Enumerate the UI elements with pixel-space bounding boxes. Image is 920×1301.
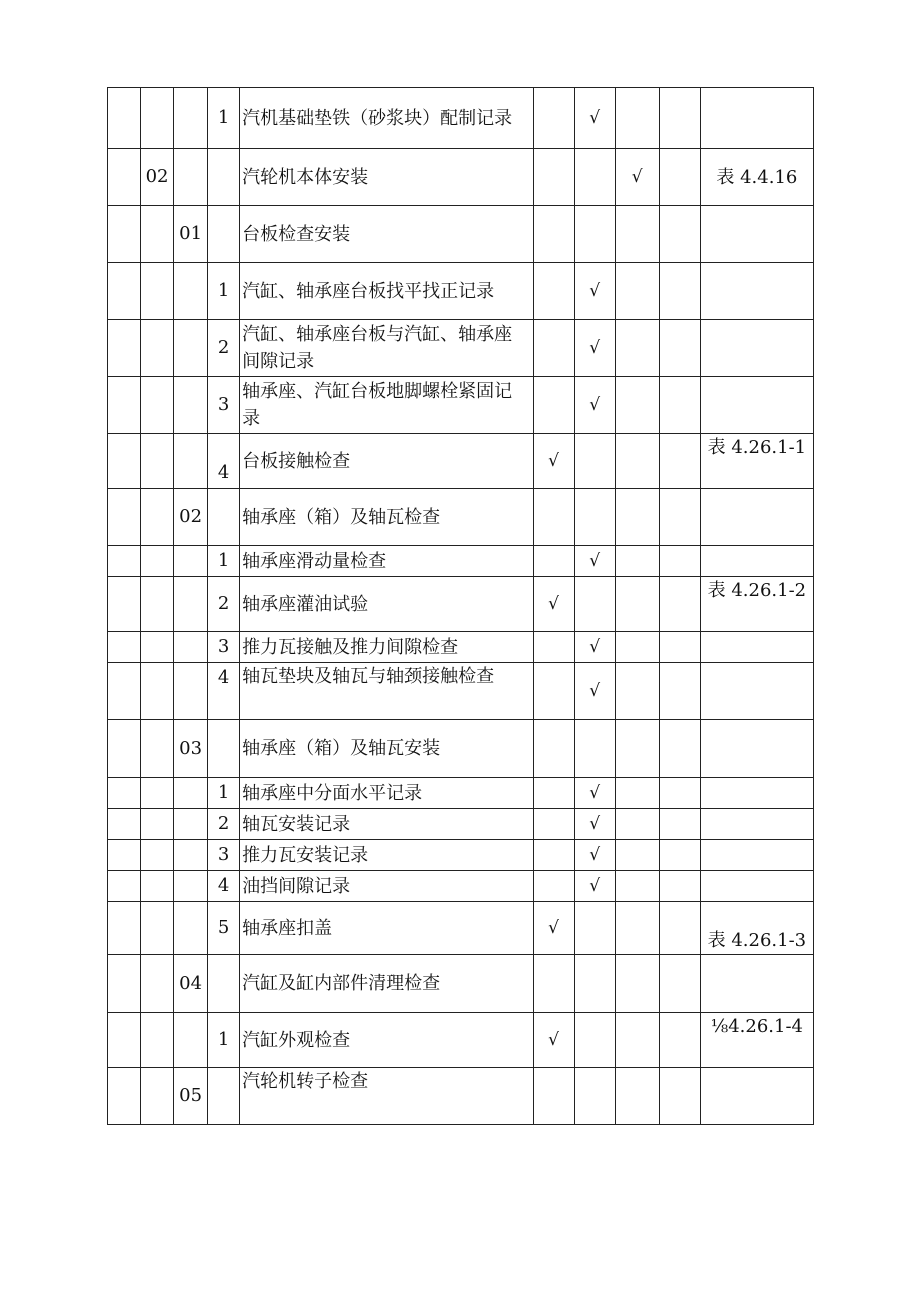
table-row: [108, 149, 814, 206]
form-reference: 表 4.4.16: [700, 149, 813, 206]
form-reference: [700, 871, 813, 902]
table-row: [108, 1068, 814, 1125]
level1-code: [108, 1013, 141, 1068]
item-number: 1: [208, 88, 240, 149]
item-number: 2: [208, 809, 240, 840]
item-number: [208, 149, 240, 206]
item-number: 2: [208, 577, 240, 632]
subunit-code: [174, 577, 208, 632]
check-col-1: √: [533, 902, 574, 955]
check-col-1: [533, 88, 574, 149]
item-number: [208, 955, 240, 1013]
check-col-3: [615, 778, 659, 809]
item-number: [208, 1068, 240, 1125]
check-col-3: [615, 434, 659, 489]
check-col-4: [659, 320, 700, 377]
check-col-1: [533, 809, 574, 840]
check-col-1: √: [533, 434, 574, 489]
inspection-table: [107, 87, 814, 1125]
unit-code: [141, 632, 174, 663]
unit-code: [141, 206, 174, 263]
check-col-4: [659, 778, 700, 809]
check-col-2: [574, 206, 615, 263]
item-number: [208, 206, 240, 263]
check-col-2: √: [574, 377, 615, 434]
check-col-1: [533, 1068, 574, 1125]
check-col-3: [615, 902, 659, 955]
check-col-3: [615, 489, 659, 546]
unit-code: [141, 955, 174, 1013]
item-name: 汽缸外观检查: [240, 1013, 533, 1068]
unit-code: [141, 720, 174, 778]
subunit-code: [174, 263, 208, 320]
table-row: [108, 263, 814, 320]
check-col-1: √: [533, 1013, 574, 1068]
check-col-2: [574, 149, 615, 206]
check-col-2: [574, 489, 615, 546]
check-col-3: [615, 206, 659, 263]
item-name: 汽缸、轴承座台板与汽缸、轴承座间隙记录: [240, 320, 533, 377]
level1-code: [108, 840, 141, 871]
check-col-3: [615, 663, 659, 720]
check-col-2: √: [574, 263, 615, 320]
unit-code: [141, 263, 174, 320]
check-col-3: [615, 840, 659, 871]
check-col-4: [659, 263, 700, 320]
unit-code: [141, 778, 174, 809]
item-name: 轴承座灌油试验: [240, 577, 533, 632]
check-col-1: √: [533, 577, 574, 632]
level1-code: [108, 263, 141, 320]
form-reference: [700, 206, 813, 263]
subunit-code: [174, 840, 208, 871]
table-row: [108, 778, 814, 809]
check-col-2: √: [574, 840, 615, 871]
check-col-1: [533, 955, 574, 1013]
check-col-3: [615, 320, 659, 377]
check-col-4: [659, 720, 700, 778]
item-name: 油挡间隙记录: [240, 871, 533, 902]
table-row: [108, 720, 814, 778]
check-col-4: [659, 1013, 700, 1068]
check-col-2: √: [574, 663, 615, 720]
item-name: 轴承座滑动量检查: [240, 546, 533, 577]
check-col-2: [574, 434, 615, 489]
check-col-3: [615, 88, 659, 149]
item-name: 汽轮机本体安装: [240, 149, 533, 206]
table-row: [108, 955, 814, 1013]
subunit-code: [174, 546, 208, 577]
item-name: 轴瓦垫块及轴瓦与轴颈接触检查: [240, 663, 533, 720]
level1-code: [108, 149, 141, 206]
check-col-4: [659, 955, 700, 1013]
subunit-code: 01: [174, 206, 208, 263]
check-col-4: [659, 577, 700, 632]
table-row: [108, 577, 814, 632]
check-col-2: √: [574, 809, 615, 840]
item-name: 台板接触检查: [240, 434, 533, 489]
check-col-1: [533, 546, 574, 577]
item-number: 3: [208, 840, 240, 871]
item-number: 3: [208, 377, 240, 434]
check-col-3: [615, 720, 659, 778]
unit-code: [141, 840, 174, 871]
subunit-code: [174, 1013, 208, 1068]
unit-code: [141, 546, 174, 577]
level1-code: [108, 778, 141, 809]
subunit-code: [174, 149, 208, 206]
form-reference: 表 4.26.1-3: [700, 902, 813, 955]
check-col-2: [574, 577, 615, 632]
form-reference: [700, 632, 813, 663]
subunit-code: [174, 809, 208, 840]
level1-code: [108, 871, 141, 902]
item-number: 1: [208, 263, 240, 320]
check-col-4: [659, 206, 700, 263]
subunit-code: [174, 902, 208, 955]
unit-code: [141, 1013, 174, 1068]
check-col-2: [574, 1068, 615, 1125]
level1-code: [108, 377, 141, 434]
level1-code: [108, 902, 141, 955]
form-reference: [700, 546, 813, 577]
subunit-code: 05: [174, 1068, 208, 1125]
check-col-1: [533, 778, 574, 809]
check-col-3: [615, 1013, 659, 1068]
item-number: 1: [208, 546, 240, 577]
check-col-4: [659, 840, 700, 871]
check-col-1: [533, 149, 574, 206]
level1-code: [108, 88, 141, 149]
item-name: 汽缸及缸内部件清理检查: [240, 955, 533, 1013]
table-row: [108, 320, 814, 377]
subunit-code: 04: [174, 955, 208, 1013]
level1-code: [108, 809, 141, 840]
item-number: [208, 489, 240, 546]
check-col-1: [533, 632, 574, 663]
check-col-4: [659, 1068, 700, 1125]
item-name: 汽轮机转子检查: [240, 1068, 533, 1125]
table-row: [108, 840, 814, 871]
check-col-3: [615, 263, 659, 320]
form-reference: [700, 263, 813, 320]
subunit-code: [174, 434, 208, 489]
item-number: 4: [208, 663, 240, 720]
subunit-code: [174, 778, 208, 809]
subunit-code: 03: [174, 720, 208, 778]
subunit-code: [174, 88, 208, 149]
unit-code: [141, 88, 174, 149]
item-name: 轴承座（箱）及轴瓦检查: [240, 489, 533, 546]
check-col-3: [615, 809, 659, 840]
level1-code: [108, 434, 141, 489]
check-col-4: [659, 434, 700, 489]
check-col-1: [533, 663, 574, 720]
table-row: [108, 88, 814, 149]
level1-code: [108, 320, 141, 377]
form-reference: [700, 377, 813, 434]
item-number: 3: [208, 632, 240, 663]
item-number: 5: [208, 902, 240, 955]
item-number: [208, 720, 240, 778]
unit-code: 02: [141, 149, 174, 206]
item-number: 4: [208, 434, 240, 489]
form-reference: [700, 88, 813, 149]
check-col-2: √: [574, 88, 615, 149]
unit-code: [141, 663, 174, 720]
check-col-2: √: [574, 632, 615, 663]
check-col-2: [574, 902, 615, 955]
item-name: 汽机基础垫铁（砂浆块）配制记录: [240, 88, 533, 149]
check-col-3: [615, 871, 659, 902]
check-col-3: [615, 632, 659, 663]
check-col-4: [659, 632, 700, 663]
table-row: [108, 377, 814, 434]
item-name: 轴承座中分面水平记录: [240, 778, 533, 809]
level1-code: [108, 1068, 141, 1125]
unit-code: [141, 320, 174, 377]
check-col-4: [659, 663, 700, 720]
item-number: 2: [208, 320, 240, 377]
item-name: 轴瓦安装记录: [240, 809, 533, 840]
check-col-2: √: [574, 871, 615, 902]
table-row: [108, 1013, 814, 1068]
table-row: [108, 663, 814, 720]
check-col-4: [659, 377, 700, 434]
level1-code: [108, 632, 141, 663]
check-col-1: [533, 489, 574, 546]
unit-code: [141, 577, 174, 632]
check-col-3: [615, 377, 659, 434]
form-reference: [700, 720, 813, 778]
unit-code: [141, 489, 174, 546]
table-row: [108, 902, 814, 955]
item-name: 轴承座、汽缸台板地脚螺栓紧固记录: [240, 377, 533, 434]
check-col-4: [659, 871, 700, 902]
item-name: 轴承座（箱）及轴瓦安装: [240, 720, 533, 778]
unit-code: [141, 809, 174, 840]
item-name: 轴承座扣盖: [240, 902, 533, 955]
subunit-code: [174, 320, 208, 377]
level1-code: [108, 546, 141, 577]
table-row: [108, 206, 814, 263]
item-name: 推力瓦接触及推力间隙检查: [240, 632, 533, 663]
check-col-3: [615, 577, 659, 632]
table-row: [108, 632, 814, 663]
form-reference: [700, 840, 813, 871]
level1-code: [108, 206, 141, 263]
level1-code: [108, 955, 141, 1013]
form-reference: ⅛4.26.1-4: [700, 1013, 813, 1068]
form-reference: 表 4.26.1-1: [700, 434, 813, 489]
form-reference: [700, 778, 813, 809]
subunit-code: [174, 377, 208, 434]
check-col-1: [533, 720, 574, 778]
form-reference: [700, 320, 813, 377]
form-reference: [700, 1068, 813, 1125]
check-col-1: [533, 840, 574, 871]
check-col-4: [659, 902, 700, 955]
unit-code: [141, 434, 174, 489]
check-col-1: [533, 871, 574, 902]
unit-code: [141, 871, 174, 902]
check-col-1: [533, 320, 574, 377]
check-col-2: [574, 1013, 615, 1068]
level1-code: [108, 720, 141, 778]
check-col-2: [574, 955, 615, 1013]
item-name: 推力瓦安装记录: [240, 840, 533, 871]
check-col-3: [615, 546, 659, 577]
level1-code: [108, 663, 141, 720]
item-name: 汽缸、轴承座台板找平找正记录: [240, 263, 533, 320]
item-number: 4: [208, 871, 240, 902]
subunit-code: [174, 632, 208, 663]
form-reference: [700, 489, 813, 546]
table-row: [108, 809, 814, 840]
form-reference: 表 4.26.1-2: [700, 577, 813, 632]
unit-code: [141, 1068, 174, 1125]
check-col-2: [574, 720, 615, 778]
item-name: 台板检查安装: [240, 206, 533, 263]
check-col-2: √: [574, 778, 615, 809]
check-col-2: √: [574, 320, 615, 377]
check-col-4: [659, 809, 700, 840]
check-col-2: √: [574, 546, 615, 577]
check-col-1: [533, 377, 574, 434]
form-reference: [700, 809, 813, 840]
form-reference: [700, 663, 813, 720]
table-row: [108, 489, 814, 546]
subunit-code: [174, 663, 208, 720]
subunit-code: 02: [174, 489, 208, 546]
item-number: 1: [208, 1013, 240, 1068]
check-col-4: [659, 149, 700, 206]
check-col-3: [615, 1068, 659, 1125]
item-number: 1: [208, 778, 240, 809]
check-col-4: [659, 489, 700, 546]
check-col-4: [659, 88, 700, 149]
check-col-1: [533, 263, 574, 320]
table-row: [108, 871, 814, 902]
table-row: [108, 434, 814, 489]
unit-code: [141, 377, 174, 434]
level1-code: [108, 489, 141, 546]
subunit-code: [174, 871, 208, 902]
check-col-4: [659, 546, 700, 577]
table-row: [108, 546, 814, 577]
check-col-3: [615, 955, 659, 1013]
unit-code: [141, 902, 174, 955]
check-col-1: [533, 206, 574, 263]
form-reference: [700, 955, 813, 1013]
level1-code: [108, 577, 141, 632]
check-col-3: √: [615, 149, 659, 206]
